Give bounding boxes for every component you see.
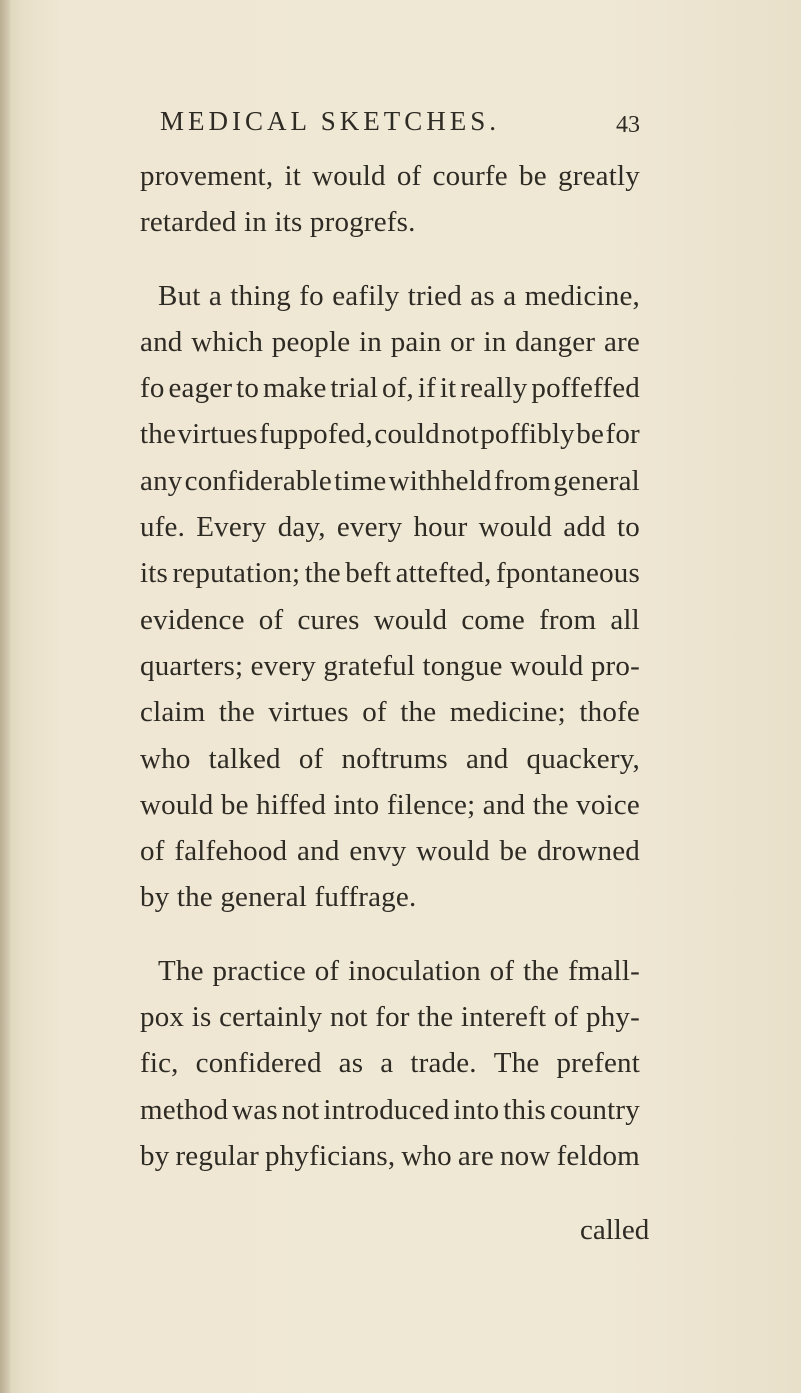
text-line: quarters; every grateful tongue would pro- xyxy=(140,649,640,682)
text-line: ufe. Every day, every hour would add to xyxy=(140,511,640,544)
text-line: who talked of noftrums and quackery, xyxy=(140,742,640,775)
text-line: retarded in its progrefs. xyxy=(140,206,416,239)
text-line: by the general fuffrage. xyxy=(140,881,417,914)
text-line: fo eager to make trial of, if it really poffeffed xyxy=(140,372,640,405)
text-line: But a thing fo eafily tried as a medicine, xyxy=(158,279,640,312)
page-gutter xyxy=(0,0,10,1393)
text-line: claim the virtues of the medicine; thofe xyxy=(140,696,640,729)
text-line: pox is certainly not for the intereft of phy- xyxy=(140,1001,640,1034)
text-line: method was not introduced into this country xyxy=(140,1093,640,1126)
text-line: of falfehood and envy would be drowned xyxy=(140,835,640,868)
text-line: The practice of inoculation of the fmall- xyxy=(158,954,640,987)
text-line: would be hiffed into filence; and the voice xyxy=(140,788,640,821)
text-line: any confiderable time withheld from general xyxy=(140,464,640,497)
page-header xyxy=(160,106,640,146)
page-number: 43 xyxy=(616,112,640,138)
text-line: its reputation; the beft attefted, fpontaneous xyxy=(140,557,640,590)
text-line: and which people in pain or in danger are xyxy=(140,325,640,358)
text-line: provement, it would of courfe be greatly xyxy=(140,160,640,192)
text-line: evidence of cures would come from all xyxy=(140,603,640,636)
text-line: by regular phyficians, who are now feldom xyxy=(140,1139,640,1172)
text-line: fic, confidered as a trade. The prefent xyxy=(140,1047,640,1080)
text-line: the virtues fuppofed, could not poffibly be for xyxy=(140,418,640,451)
running-head: MEDICAL SKETCHES. xyxy=(160,106,501,136)
catchword: called xyxy=(580,1214,650,1246)
body-text xyxy=(140,153,640,1179)
